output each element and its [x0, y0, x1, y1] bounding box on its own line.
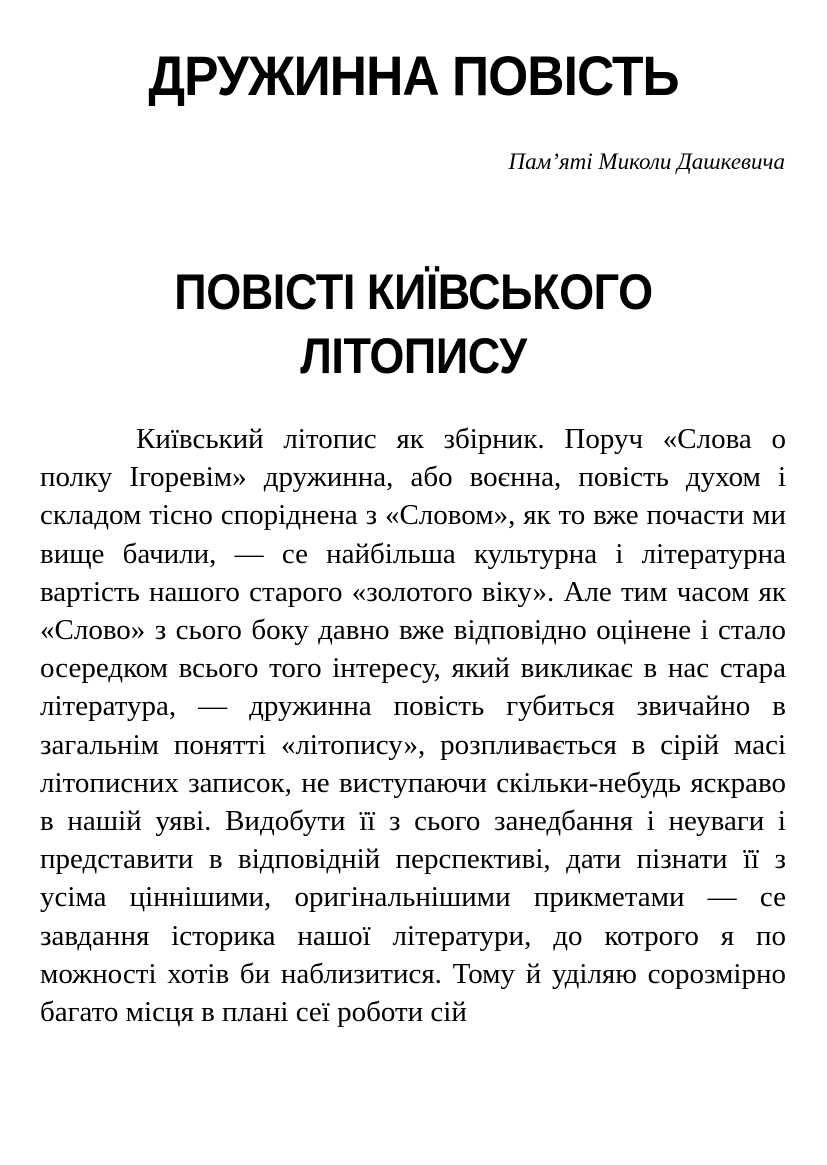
dedication: Пам’яті Миколи Дашкевича: [508, 149, 785, 174]
main-title: ДРУЖИННА ПОВІСТЬ: [148, 44, 679, 107]
section-title-line-2: ЛІТОПИСУ: [300, 328, 527, 384]
section-title: [41, 260, 785, 388]
body-paragraph: Київський літопис як збірник. Поруч «Слова о полку Ігоревім» дружинна, або воєнна, повість духом і складом тісно споріднена з «Словом», як то вже почасти ми вище бачили, — се найбільша культурна і літературна вартість нашого старого «золотого віку». Але тим часом як «Слово» з сього боку давно вже відповідно оцінене і стало осередком всього того інтересу, який викликає в нас стара література, — дружинна повість губиться звичайно в загальнім понятті «літопису», розпливається в сірій масі літописних записок, не виступаючи скільки-небудь яскраво в нашій уяві. Видобути її з сього занедбання і неуваги і представити в відповідній перспективі, дати пізнати її з усіма ціннішими, оригінальнішими прикметами — се завдання історика нашої літератури, до котрого я по можності хотів би наблизитися. Тому й уділяю сорозмірно багато місця в плані сеї роботи сій: [40, 423, 786, 1029]
section-title-line-1: ПОВІСТІ КИЇВСЬКОГО: [174, 264, 653, 320]
